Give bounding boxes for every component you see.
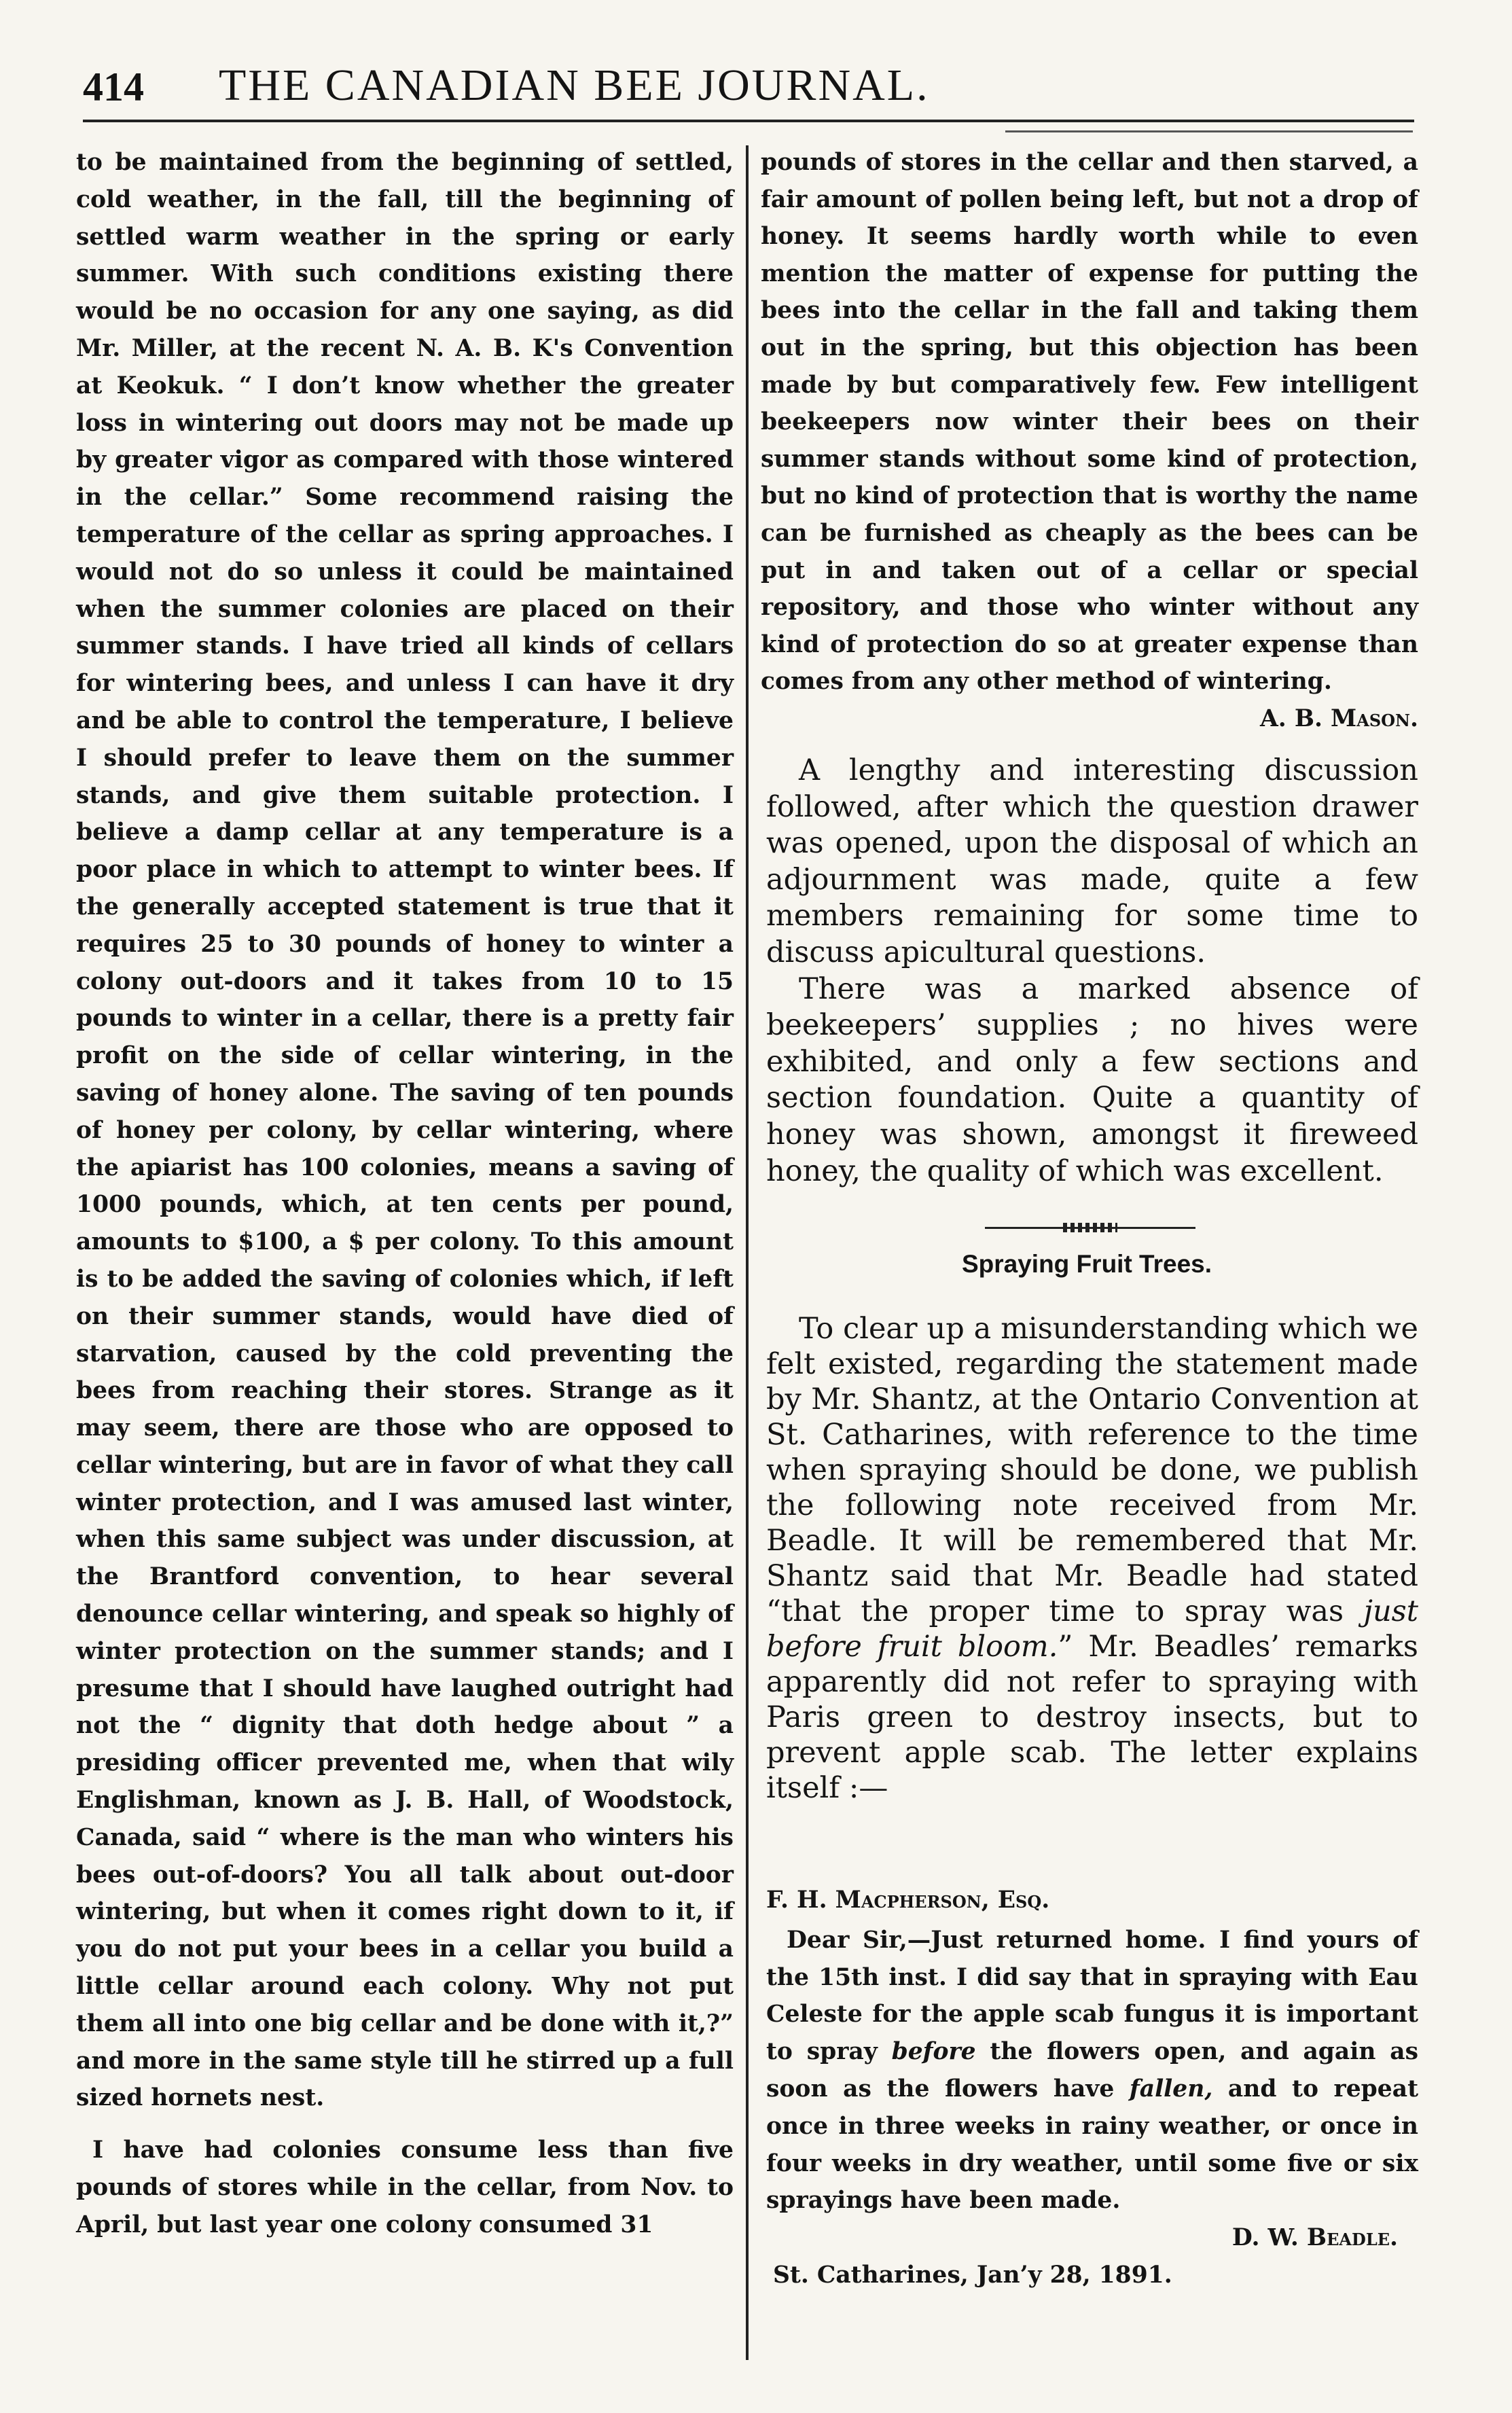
left-column <box>76 144 734 2244</box>
ornament-dots <box>1063 1223 1117 1232</box>
discussion-paragraph-2: There was a marked absence of beekeepers’ supplies ; no hives were exhibited, and only a few sections and section foundation. Quite a quantity of honey was shown, amongst it fireweed honey, the quality of which was excellent. <box>766 971 1418 1188</box>
journal-title: THE CANADIAN BEE JOURNAL. <box>219 60 930 110</box>
left-paragraph-1: to be maintained from the beginning of settled, cold weather, in the fall, till the beginning of settled warm weather in the spring or early summer. With such conditions existing there would be no occasion for any one saying, as did Mr. Miller, at the recent N. A. B. K's Convention at Keokuk. “ I don’t know whether the greater loss in wintering out doors may not be made up by greater vigor as compared with those wintered in the cellar.” Some recommend raising the temperature of the cellar as spring approaches. I would not do so unless it could be maintained when the summer colonies are placed on their summer stands. I have tried all kinds of cellars for wintering bees, and unless I can have it dry and be able to control the temperature, I believe I should prefer to leave them on the summer stands, and give them suitable protection. I believe a damp cellar at any temperature is a poor place in which to attempt to winter bees. If the generally accepted statement is true that it requires 25 to 30 pounds of honey to winter a colony out-doors and it takes from 10 to 15 pounds to winter in a cellar, there is a pretty fair profit on the side of cellar wintering, in the saving of honey alone. The saving of ten pounds of honey per colony, by cellar wintering, where the apiarist has 100 colonies, means a saving of 1000 pounds, which, at ten cents per pound, amounts to $100, a $ per colony. To this amount is to be added the saving of colonies which, if left on their summer stands, would have died of starvation, caused by the cold preventing the bees from reaching their stores. Strange as it may seem, there are those who are opposed to cellar wintering, but are in favor of what they call winter protection, and I was amused last winter, when this same subject was under discussion, at the Brantford convention, to hear several denounce cellar wintering, and speak so highly of winter protection on the summer stands; and I presume that I should have laughed outright had not the “ dignity that doth hedge about ” a presiding officer prevented me, when that wily Englishman, known as J. B. Hall, of Woodstock, Canada, said “ where is the man who winters his bees out-of-doors? You all talk about out-door wintering, but when it comes right down to it, if you do not put your bees in a cellar you build a little cellar around each colony. Why not put them all into one big cellar and be done with it,?” and more in the same style till he stirred up a full sized hornets nest. <box>76 149 734 2112</box>
discussion-section <box>766 753 1418 1190</box>
letter-emphasis-1: before <box>891 2038 976 2066</box>
letter-text-3: and to repeat once in three weeks in rainy weather, or once in four weeks in dry weather, until some five or six sprayings have been made. <box>766 2075 1419 2215</box>
intro-text-1: To clear up a misunderstanding which we felt existed, regarding the statement made by Mr. Shantz, at the Ontario Convention at St. Catharines, with reference to the time when spraying should be done, we publish the following note received from Mr. Beadle. It will be remembered that Mr. Shantz said that Mr. Beadle had stated “that the proper time to spray was <box>766 1312 1418 1628</box>
section-divider-ornament <box>985 1223 1195 1232</box>
header-rule-secondary <box>1005 130 1413 132</box>
letter-body <box>766 1922 1418 2219</box>
letter-salutation: F. H. Macpherson, Esq. <box>766 1887 1050 1914</box>
spraying-intro <box>766 1311 1418 1806</box>
letter-signer: D. W. Beadle. <box>1231 2224 1398 2252</box>
intro-text-2: ” Mr. Beadles’ remarks apparently did not refer to spraying with Paris green to destroy insects, but to prevent apple scab. The letter explains itself :— <box>766 1630 1418 1805</box>
letter <box>766 1882 1418 2294</box>
discussion-paragraph-1: A lengthy and interesting discussion followed, after which the question drawer was opened, upon the disposal of which an adjournment was made, quite a few members remaining for some time to discuss apicultural questions. <box>766 753 1418 969</box>
letter-emphasis-2: fallen, <box>1129 2075 1213 2103</box>
column-divider <box>746 145 749 2360</box>
page-header <box>83 60 1414 118</box>
continuation-paragraph: pounds of stores in the cellar and then starved, a fair amount of pollen being left, but not a drop of honey. It seems hardly worth while to even mention the matter of expense for putting the bees into the cellar in the fall and taking them out in the spring, but this objection has been made by but comparatively few. Few intelligent beekeepers now winter their bees on their summer stands without some kind of protection, but no kind of protection that is worthy the name can be furnished as cheaply as the bees can be put in and taken out of a cellar or special repository, and those who winter without any kind of protection do so at greater expense than comes from any other method of wintering. <box>761 149 1418 696</box>
letter-text-1: Dear Sir,—Just returned home. I find yours of the 15th inst. I did say that in spraying with Eau Celeste for the apple scab fungus it is important to spray <box>766 1926 1418 2066</box>
left-paragraph-2: I have had colonies consume less than five pounds of stores while in the cellar, from Nov. to April, but last year one colony consumed 31 <box>76 2137 734 2238</box>
spraying-intro-paragraph <box>766 1311 1418 1806</box>
letter-text-2: the flowers open, and again as soon as the flowers have <box>766 2038 1418 2103</box>
right-column-continuation <box>761 144 1418 738</box>
section-heading: Spraying Fruit Trees. <box>961 1250 1212 1278</box>
letter-dateline: St. Catharines, Jan’y 28, 1891. <box>773 2261 1172 2289</box>
author-signature: A. B. Mason. <box>1260 704 1418 732</box>
page-number: 414 <box>83 65 144 109</box>
intro-emphasis: just before fruit bloom. <box>766 1594 1418 1664</box>
header-rule <box>83 120 1414 122</box>
